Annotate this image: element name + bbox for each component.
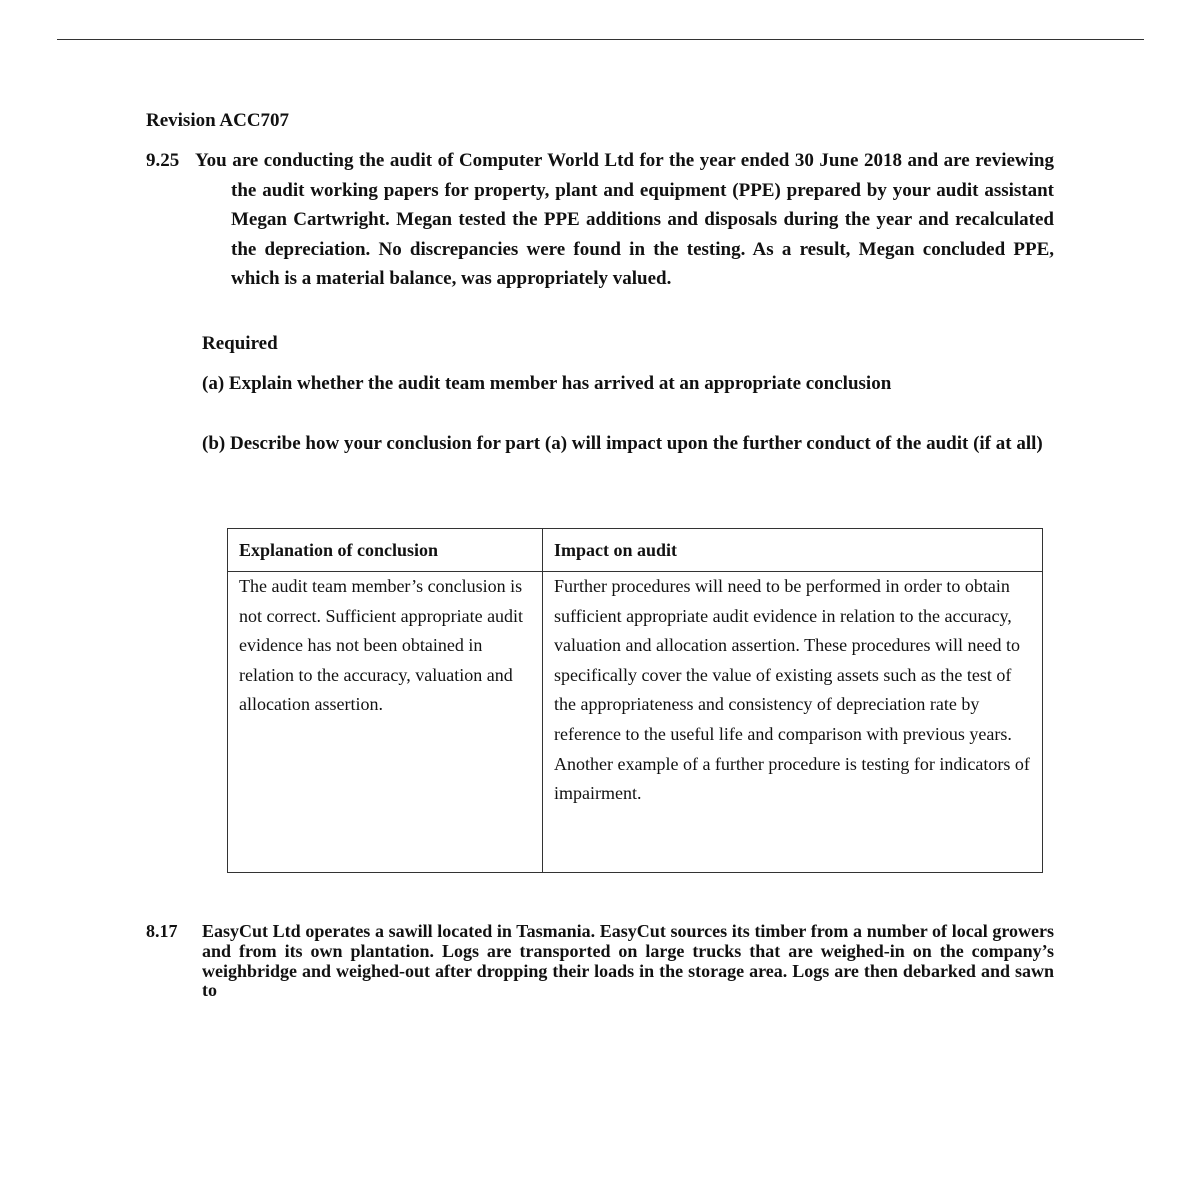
part-b-text: (b) Describe how your conclusion for part (a) will impact upon the further conduct of the audit (if at all) [202, 433, 1043, 454]
question-text: EasyCut Ltd operates a sawill located in Tasmania. EasyCut sources its timber from a number of local growers and from its own plantation. Logs are transported on large trucks that are weighed-in on the company’s weighbridge and weighed-out after dropping their loads in the storage area. Logs are then debarked and sawn to [202, 921, 1054, 1001]
table-header-row [228, 529, 1043, 572]
question-text [146, 146, 1054, 294]
question-body: You are conducting the audit of Computer World Ltd for the year ended 30 June 2018 and are reviewing the audit working papers for property, plant and equipment (PPE) prepared by your audit assistant Megan Cartwright. Megan tested the PPE additions and disposals during the year and recalculated the depreciation. No discrepancies were found in the testing. As a result, Megan concluded PPE, which is a material balance, was appropriately valued. [195, 150, 1054, 290]
question-8-17 [146, 922, 1054, 1001]
table-cell: Further procedures will need to be performed in order to obtain sufficient appropriate audit evidence in relation to the accuracy, valuation and allocation assertion. These procedures will need to specifically cover the value of existing assets such as the test of the appropriateness and consistency of depreciation rate by reference to the useful life and comparison with previous years. Another example of a further procedure is testing for indicators of impairment. [543, 572, 1043, 873]
table-header-cell: Explanation of conclusion [228, 529, 543, 572]
answer-table [227, 528, 1043, 873]
question-number: 9.25 [146, 150, 180, 171]
table-cell: The audit team member’s conclusion is not correct. Sufficient appropriate audit evidence has not been obtained in relation to the accuracy, valuation and allocation assertion. [228, 572, 543, 873]
table-header-cell: Impact on audit [543, 529, 1043, 572]
question-9-25 [146, 146, 1054, 294]
required-label: Required [202, 333, 278, 354]
table-row [228, 572, 1043, 873]
question-number: 8.17 [146, 921, 178, 941]
document-heading: Revision ACC707 [146, 110, 290, 131]
header-rule [57, 39, 1144, 40]
part-a-text: (a) Explain whether the audit team member has arrived at an appropriate conclusion [202, 373, 892, 394]
